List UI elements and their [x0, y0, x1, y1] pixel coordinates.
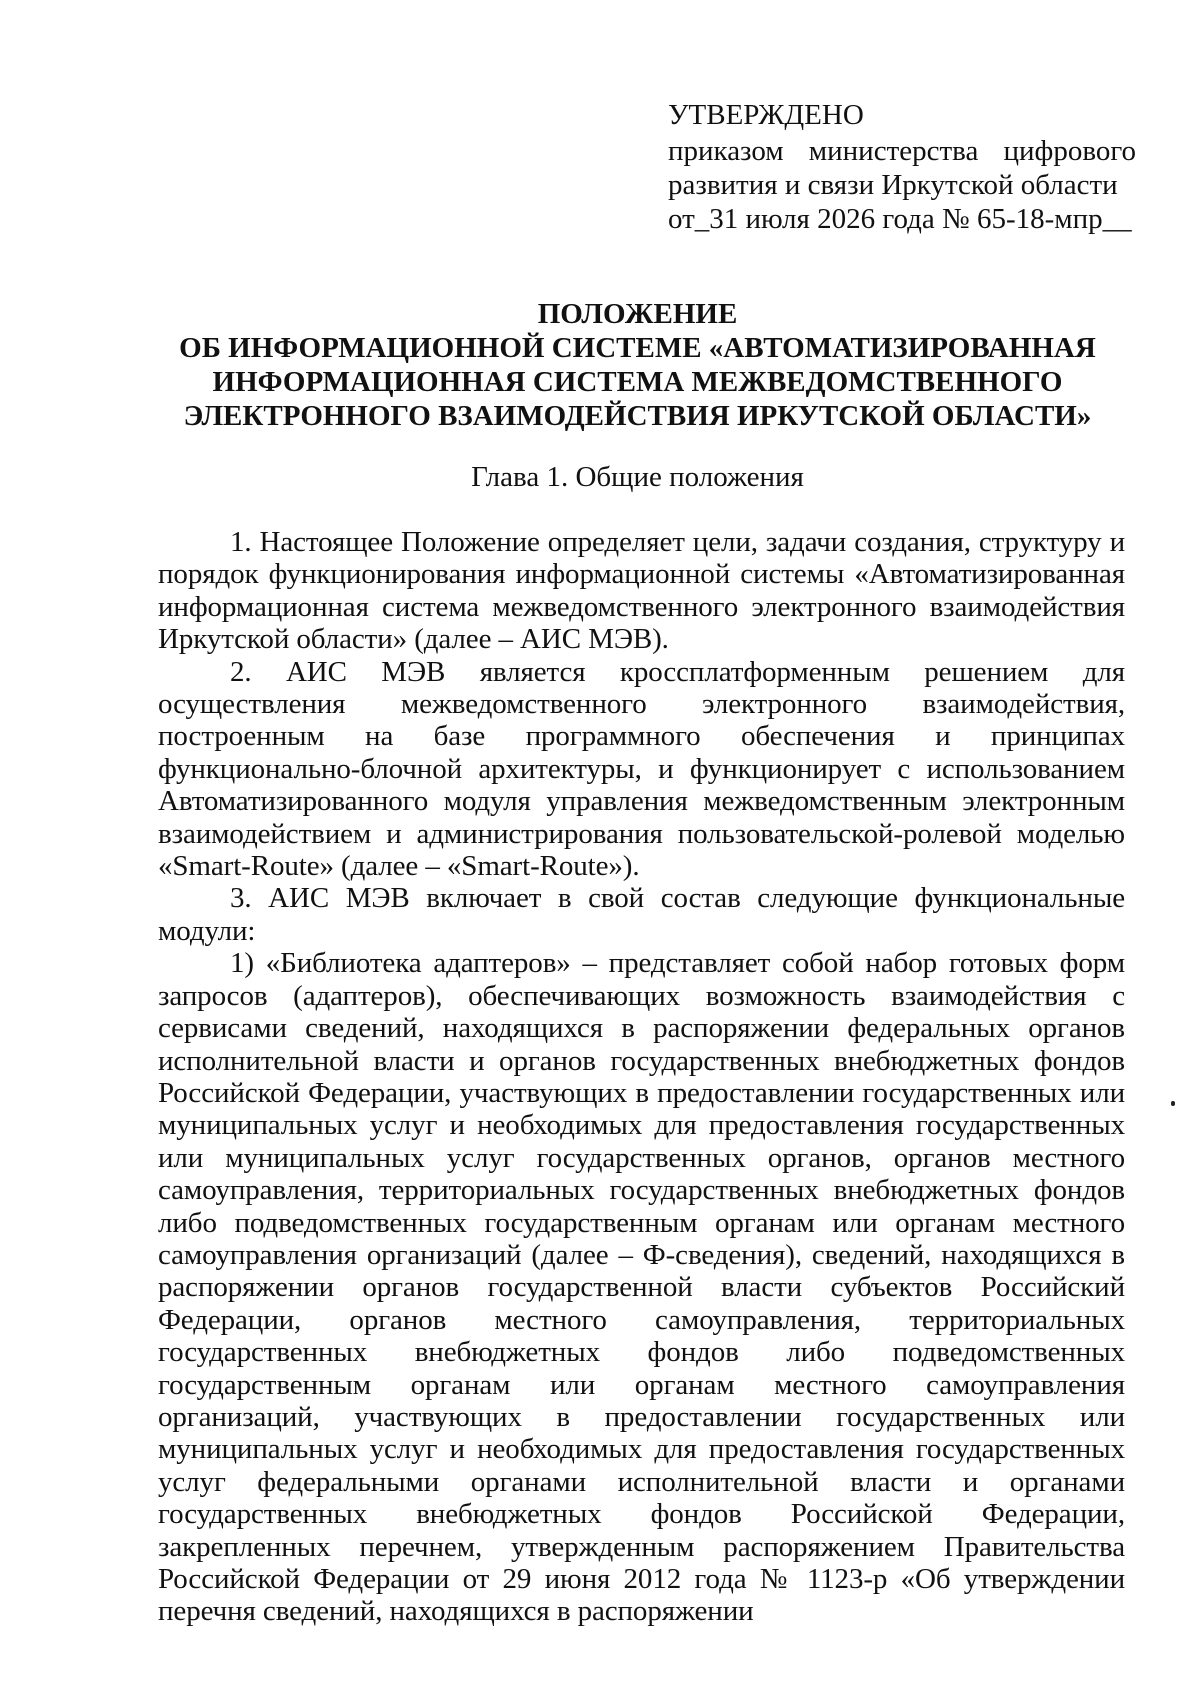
- approval-line-date-number: от_31 июля 2026 года № 65-18-мпр__: [668, 203, 1132, 235]
- approval-line-order: приказом министерства цифрового: [668, 135, 1136, 167]
- approval-stamp: [668, 98, 1136, 236]
- paragraph-3-item-1: 1) «Библиотека адаптеров» – представляет собой набор готовых форм запросов (адаптеров), обеспечивающих возможность взаимодействия с сервисами сведений, находящихся в распоряжении федеральных органов исполнительной власти и органов государственных внебюджетных фондов Российской Федерации, участвующих в предоставлении государственных или муниципальных услуг и необходимых для предоставления государственных или муниципальных услуг государственных органов, органов местного самоуправления, территориальных государственных внебюджетных фондов либо подведомственных государственным органам или органам местного самоуправления организаций (далее – Ф-сведения), сведений, находящихся в распоряжении органов государственной власти субъектов Российский Федерации, органов местного самоуправления, территориальных государственных внебюджетных фондов либо подведомственных государственным органам или органам местного самоуправления организаций, участвующих в предоставлении государственных или муниципальных услуг и необходимых для предоставления государственных услуг федеральными органами исполнительной власти и органами государственных внебюджетных фондов Российской Федерации, закрепленных перечнем, утвержденным распоряжением Правительства Российской Федерации от 29 июня 2012 года № 1123-р «Об утверждении перечня сведений, находящихся в распоряжении: [158, 947, 1125, 1628]
- document-title: [150, 297, 1125, 433]
- approval-line-ministry: развития и связи Иркутской области: [668, 169, 1118, 201]
- paragraph-3: 3. АИС МЭВ включает в свой состав следующие функциональные модули:: [158, 882, 1125, 947]
- title-line-2: ОБ ИНФОРМАЦИОННОЙ СИСТЕМЕ «АВТОМАТИЗИРОВАННАЯ: [179, 332, 1096, 364]
- title-line-4: ЭЛЕКТРОННОГО ВЗАИМОДЕЙСТВИЯ ИРКУТСКОЙ ОБЛАСТИ»: [183, 400, 1092, 432]
- title-line-3: ИНФОРМАЦИОННАЯ СИСТЕМА МЕЖВЕДОМСТВЕННОГО: [212, 366, 1063, 398]
- paragraph-1: 1. Настоящее Положение определяет цели, задачи создания, структуру и порядок функционирования информационной системы «Автоматизированная информационная система межведомственного электронного взаимодействия Иркутской области» (далее – АИС МЭВ).: [158, 526, 1125, 656]
- approval-heading: УТВЕРЖДЕНО: [668, 99, 864, 131]
- body-text: [158, 526, 1125, 1628]
- chapter-heading: Глава 1. Общие положения: [471, 461, 804, 493]
- scan-dot-mark: [1171, 1101, 1175, 1106]
- paragraph-2: 2. АИС МЭВ является кроссплатформенным решением для осуществления межведомственного электронного взаимодействия, построенным на базе программного обеспечения и принципах функционально-блочной архитектуры, и функционирует с использованием Автоматизированного модуля управления межведомственным электронным взаимодействием и администрирования пользовательской-ролевой моделью «Smart-Route» (далее – «Smart-Route»).: [158, 655, 1125, 883]
- title-line-1: ПОЛОЖЕНИЕ: [537, 298, 738, 330]
